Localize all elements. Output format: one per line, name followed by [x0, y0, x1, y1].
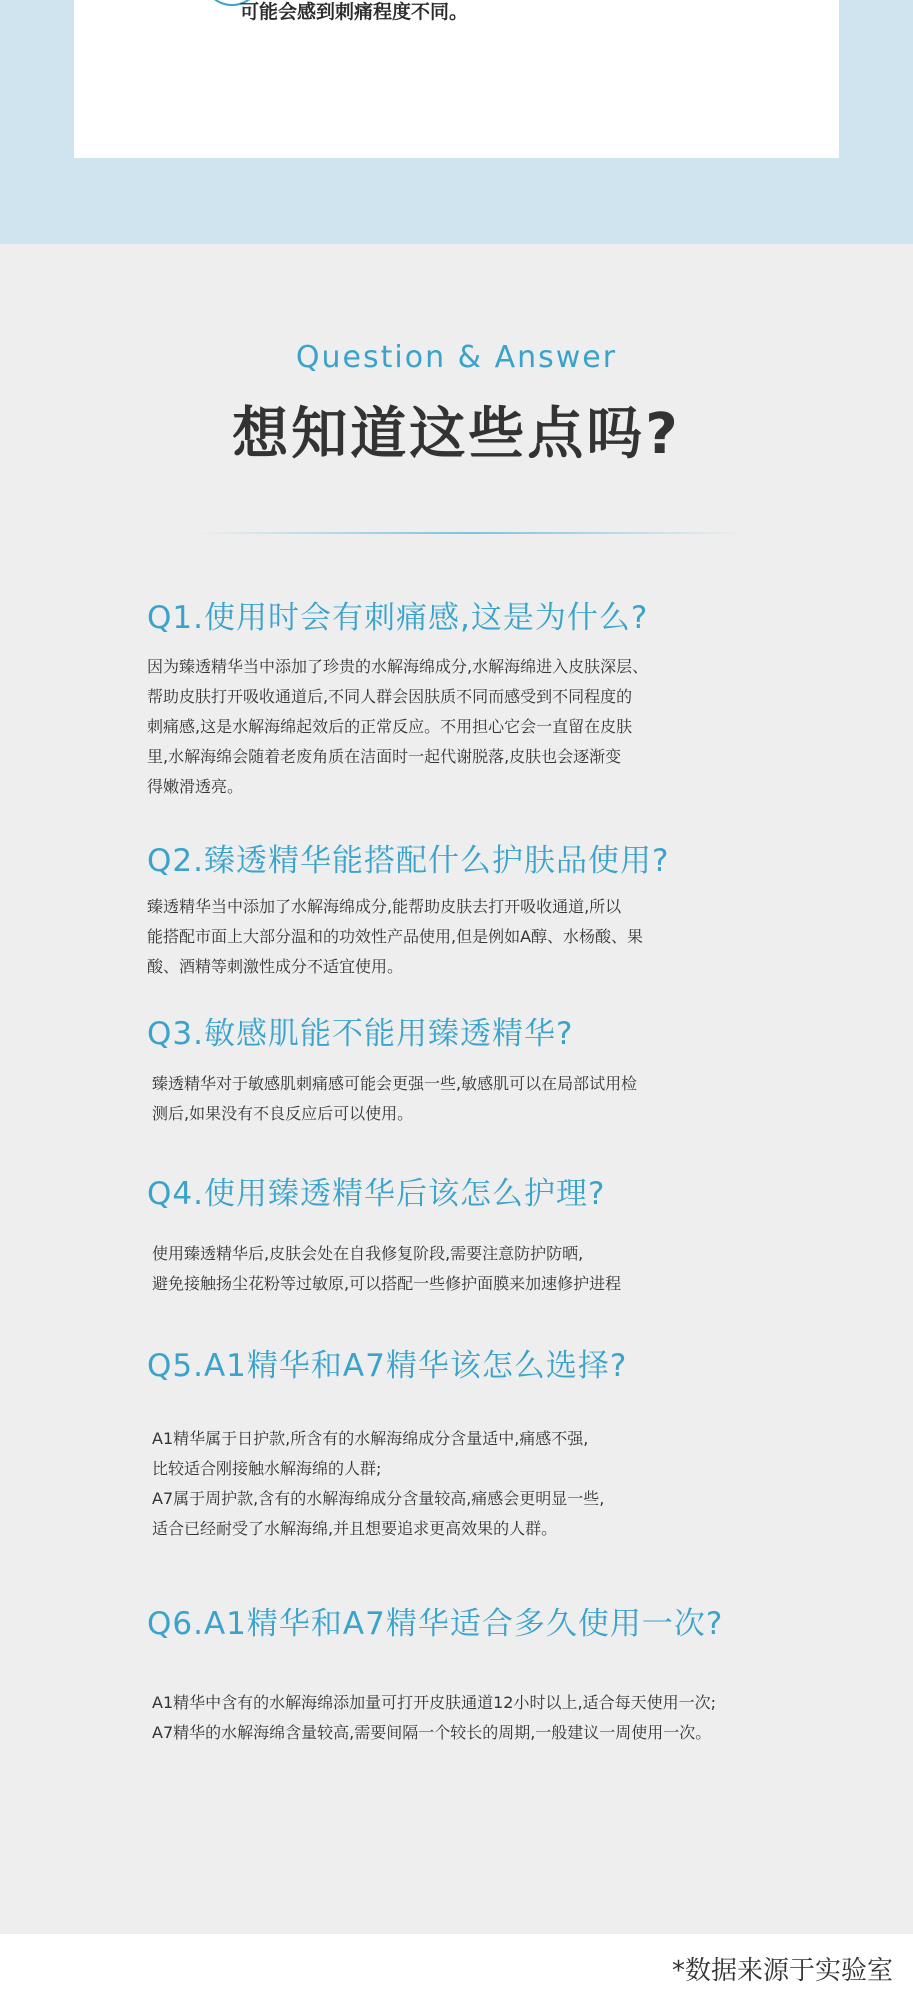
answer-line: 臻透精华对于敏感肌刺痛感可能会更强一些,敏感肌可以在局部试用检: [152, 1074, 638, 1093]
answer-line: A7精华的水解海绵含量较高,需要间隔一个较长的周期,一般建议一周使用一次。: [152, 1723, 712, 1742]
answer-line: 比较适合刚接触水解海绵的人群;: [152, 1459, 382, 1478]
answer-2: [147, 892, 643, 982]
answer-1: [147, 652, 648, 802]
section-title: 想知道这些点吗?: [232, 402, 681, 467]
divider: [195, 532, 745, 534]
answer-4: [152, 1239, 621, 1299]
answer-line: 因为臻透精华当中添加了珍贵的水解海绵成分,水解海绵进入皮肤深层、: [147, 657, 649, 676]
section-eyebrow: Question & Answer: [295, 340, 618, 375]
question-4: Q4.使用臻透精华后该怎么护理?: [147, 1176, 606, 1212]
answer-line: 帮助皮肤打开吸收通道后,不同人群会因肤质不同而感受到不同程度的: [147, 687, 633, 706]
answer-5: [152, 1424, 604, 1544]
question-3: Q3.敏感肌能不能用臻透精华?: [147, 1016, 574, 1052]
answer-line: 测后,如果没有不良反应后可以使用。: [152, 1104, 414, 1123]
answer-line: 酸、酒精等刺激性成分不适宜使用。: [147, 957, 404, 976]
data-source-note: *数据来源于实验室: [671, 1956, 893, 1986]
answer-line: A7属于周护款,含有的水解海绵成分含量较高,痛感会更明显一些,: [152, 1489, 605, 1508]
answer-line: A1精华属于日护款,所含有的水解海绵成分含量适中,痛感不强,: [152, 1429, 589, 1448]
top-card-text: 可能会感到刺痛程度不同。: [240, 1, 469, 23]
answer-line: 适合已经耐受了水解海绵,并且想要追求更高效果的人群。: [152, 1519, 558, 1538]
question-5: Q5.A1精华和A7精华该怎么选择?: [147, 1348, 628, 1384]
answer-6: [152, 1688, 716, 1748]
question-1: Q1.使用时会有刺痛感,这是为什么?: [147, 600, 649, 636]
answer-line: 得嫩滑透亮。: [147, 777, 244, 796]
question-2: Q2.臻透精华能搭配什么护肤品使用?: [147, 843, 670, 879]
answer-line: 能搭配市面上大部分温和的功效性产品使用,但是例如A醇、水杨酸、果: [147, 927, 644, 946]
answer-line: 臻透精华当中添加了水解海绵成分,能帮助皮肤去打开吸收通道,所以: [147, 897, 622, 916]
answer-3: [152, 1069, 637, 1129]
answer-line: A1精华中含有的水解海绵添加量可打开皮肤通道12小时以上,适合每天使用一次;: [152, 1693, 716, 1712]
question-6: Q6.A1精华和A7精华适合多久使用一次?: [147, 1606, 724, 1642]
answer-line: 里,水解海绵会随着老废角质在洁面时一起代谢脱落,皮肤也会逐渐变: [147, 747, 622, 766]
answer-line: 使用臻透精华后,皮肤会处在自我修复阶段,需要注意防护防晒,: [152, 1244, 584, 1263]
answer-line: 避免接触扬尘花粉等过敏原,可以搭配一些修护面膜来加速修护进程: [152, 1274, 622, 1293]
answer-line: 刺痛感,这是水解海绵起效后的正常反应。不用担心它会一直留在皮肤: [147, 717, 633, 736]
